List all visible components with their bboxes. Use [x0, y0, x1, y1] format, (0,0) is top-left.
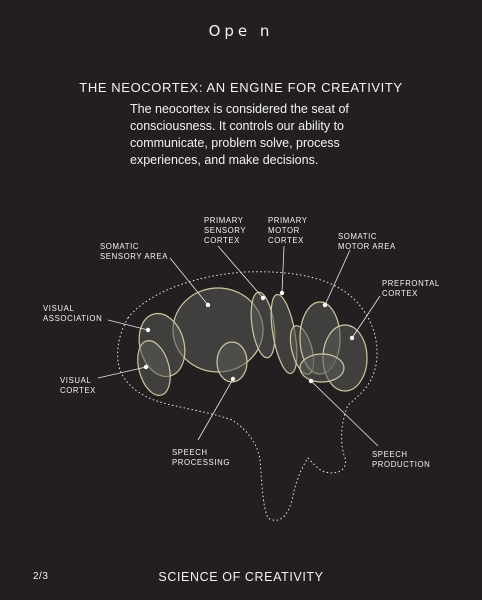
anchor-dot — [350, 336, 354, 340]
label-somatic-motor-area: SOMATIC MOTOR AREA — [338, 232, 396, 251]
label-speech-production: SPEECH PRODUCTION — [372, 450, 431, 469]
anchor-dot — [309, 379, 313, 383]
anchor-dot — [261, 296, 265, 300]
page-number: 2/3 — [33, 571, 49, 582]
label-speech-processing: SPEECH PROCESSING — [172, 448, 230, 467]
anchor-dot — [206, 303, 210, 307]
label-visual-association: VISUAL ASSOCIATION — [43, 304, 103, 323]
anchor-dot — [280, 291, 284, 295]
label-prefrontal-cortex: PREFRONTAL CORTEX — [382, 279, 440, 298]
section-title: SCIENCE OF CREATIVITY — [158, 570, 324, 584]
brand-logo: Ope n — [208, 22, 274, 40]
leader-prefrontal — [352, 296, 380, 338]
intro-paragraph: The neocortex is considered the seat of consciousness. It controls our ability to communicate, problem solve, process experiences, and make decisions. — [130, 102, 349, 167]
leader-visual-cortex — [98, 367, 146, 378]
region-speech-production — [300, 354, 344, 382]
label-primary-motor-cortex: PRIMARY MOTOR CORTEX — [268, 216, 308, 245]
anchor-dot — [146, 328, 150, 332]
anchor-dot — [323, 303, 327, 307]
anchor-dot — [231, 377, 235, 381]
anchor-dot — [144, 365, 148, 369]
leader-speech-processing — [198, 379, 233, 440]
label-somatic-sensory-area: SOMATIC SENSORY AREA — [100, 242, 169, 261]
leader-primary-motor — [282, 246, 284, 293]
region-speech-processing — [217, 342, 247, 382]
page-title: THE NEOCORTEX: AN ENGINE FOR CREATIVITY — [79, 80, 403, 95]
label-visual-cortex: VISUAL CORTEX — [60, 376, 96, 395]
label-primary-sensory-cortex: PRIMARY SENSORY CORTEX — [204, 216, 247, 245]
leader-somatic-motor — [325, 250, 350, 305]
